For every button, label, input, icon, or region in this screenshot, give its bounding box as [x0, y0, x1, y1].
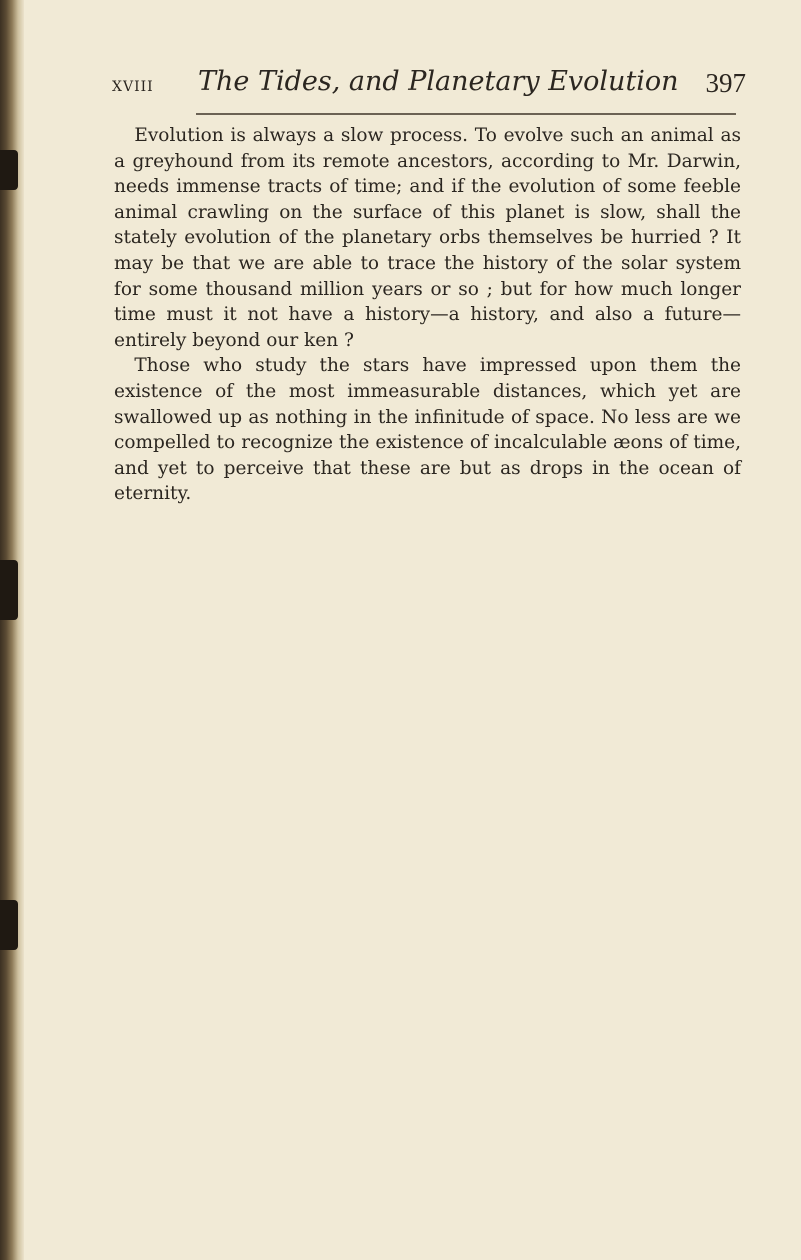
header-rule	[196, 113, 736, 115]
paragraph: Evolution is always a slow process. To evolve such an animal as a greyhound from its remote ancestors, according to Mr. Darwin, needs immense tracts of time; and if the evolution of some feeble animal crawling on the surface of this planet is slow, shall the stately evolution of the planetary orbs themselves be hurried ? It may be that we are able to trace the history of the solar system for some thousand million years or so ; but for how much longer time must it not have a history—a history, and also a future— entirely beyond our ken ?	[114, 125, 741, 351]
running-head-title: The Tides, and Planetary Evolution	[198, 66, 679, 97]
page-number: 397	[705, 68, 746, 98]
chapter-numeral: xviii	[112, 72, 154, 96]
body-text	[114, 123, 741, 507]
running-head	[112, 66, 746, 106]
paragraph: Those who study the stars have impressed upon them the existence of the most immeasurable distances, which yet are swallowed up as nothing in the infinitude of space. No less are we compelled to recognize the existence of incalculable æons of time, and yet to perceive that these are but as drops in the ocean of eternity.	[114, 355, 741, 505]
